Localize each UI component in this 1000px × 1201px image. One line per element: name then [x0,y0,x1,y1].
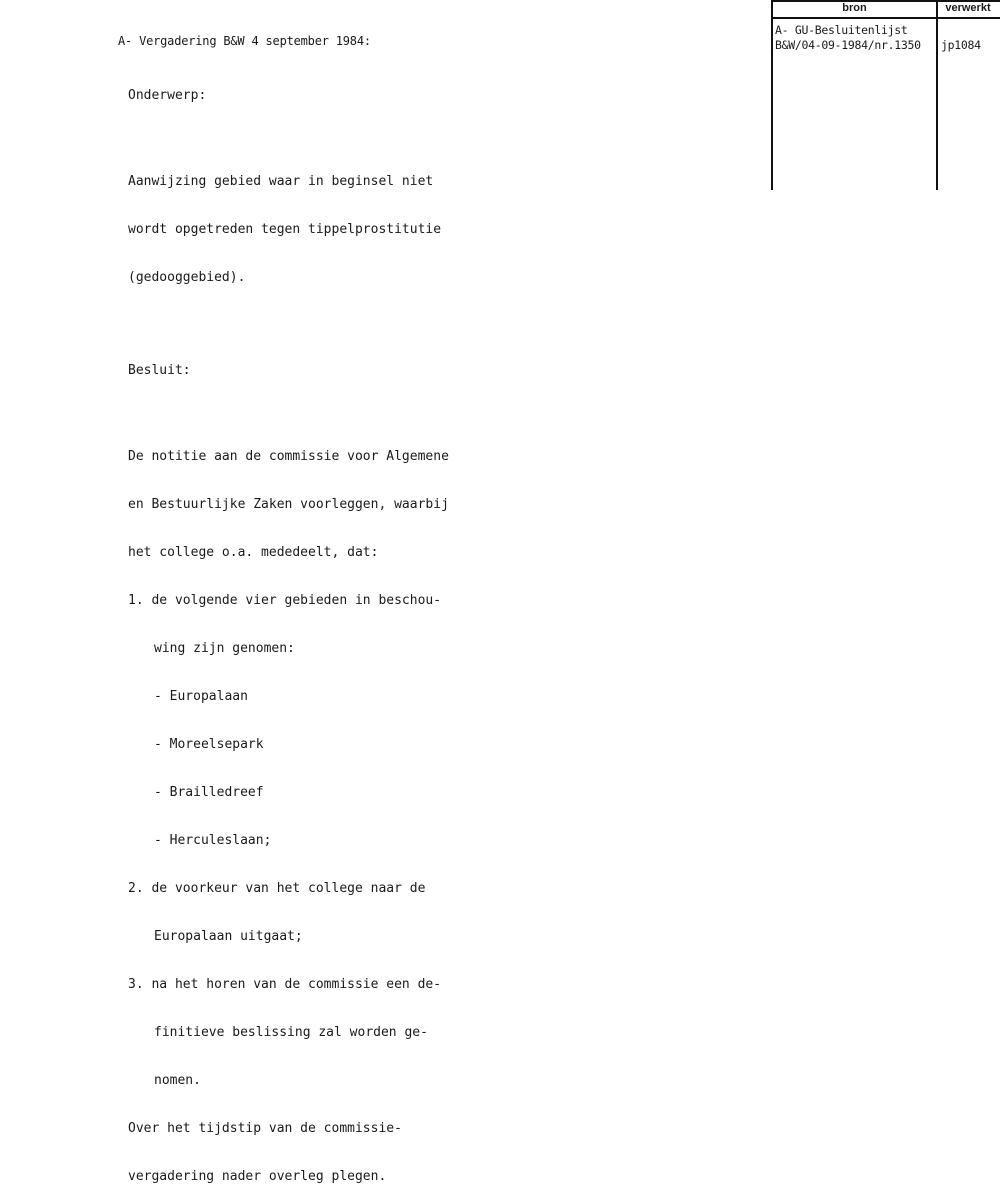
meeting-title: A- Vergadering B&W 4 september 1984: [118,34,371,48]
area-item: - Herculeslaan; [154,833,272,848]
bron-line: B&W/04-09-1984/nr.1350 [775,38,921,52]
table-header-divider [771,17,1000,19]
list-item-2-cont: Europalaan uitgaat; [154,929,303,944]
subject-heading: Onderwerp: [128,88,207,103]
table-border-middle [936,0,938,190]
list-item-3: 3. na het horen van de commissie een de- [128,977,442,992]
decision-intro-line: en Bestuurlijke Zaken voorleggen, waarbij [128,497,449,512]
decision-intro-line: het college o.a. mededeelt, dat: [128,545,379,560]
header-bron: bron [842,2,867,14]
area-item: - Europalaan [154,689,248,704]
subject-line: (gedooggebied). [128,270,246,285]
list-item-3-cont: nomen. [154,1073,201,1088]
subject-line: wordt opgetreden tegen tippelprostitutie [128,222,442,237]
source-table [771,0,1000,190]
list-item-1: 1. de volgende vier gebieden in beschou- [128,593,442,608]
table-border-left [771,0,773,190]
list-item-2: 2. de voorkeur van het college naar de [128,881,426,896]
bron-line: A- GU-Besluitenlijst [775,23,908,37]
subject-line: Aanwijzing gebied waar in beginsel niet [128,174,434,189]
closing-line: vergadering nader overleg plegen. [128,1169,387,1184]
list-item-1-cont: wing zijn genomen: [154,641,295,656]
document-body [128,56,508,1201]
verwerkt-value: jp1084 [941,38,981,52]
area-item: - Brailledreef [154,785,264,800]
decision-intro-line: De notitie aan de commissie voor Algemene [128,449,449,464]
closing-line: Over het tijdstip van de commissie- [128,1121,402,1136]
header-verwerkt: verwerkt [945,2,991,14]
area-item: - Moreelsepark [154,737,264,752]
decision-heading: Besluit: [128,363,191,378]
list-item-3-cont: finitieve beslissing zal worden ge- [154,1025,428,1040]
